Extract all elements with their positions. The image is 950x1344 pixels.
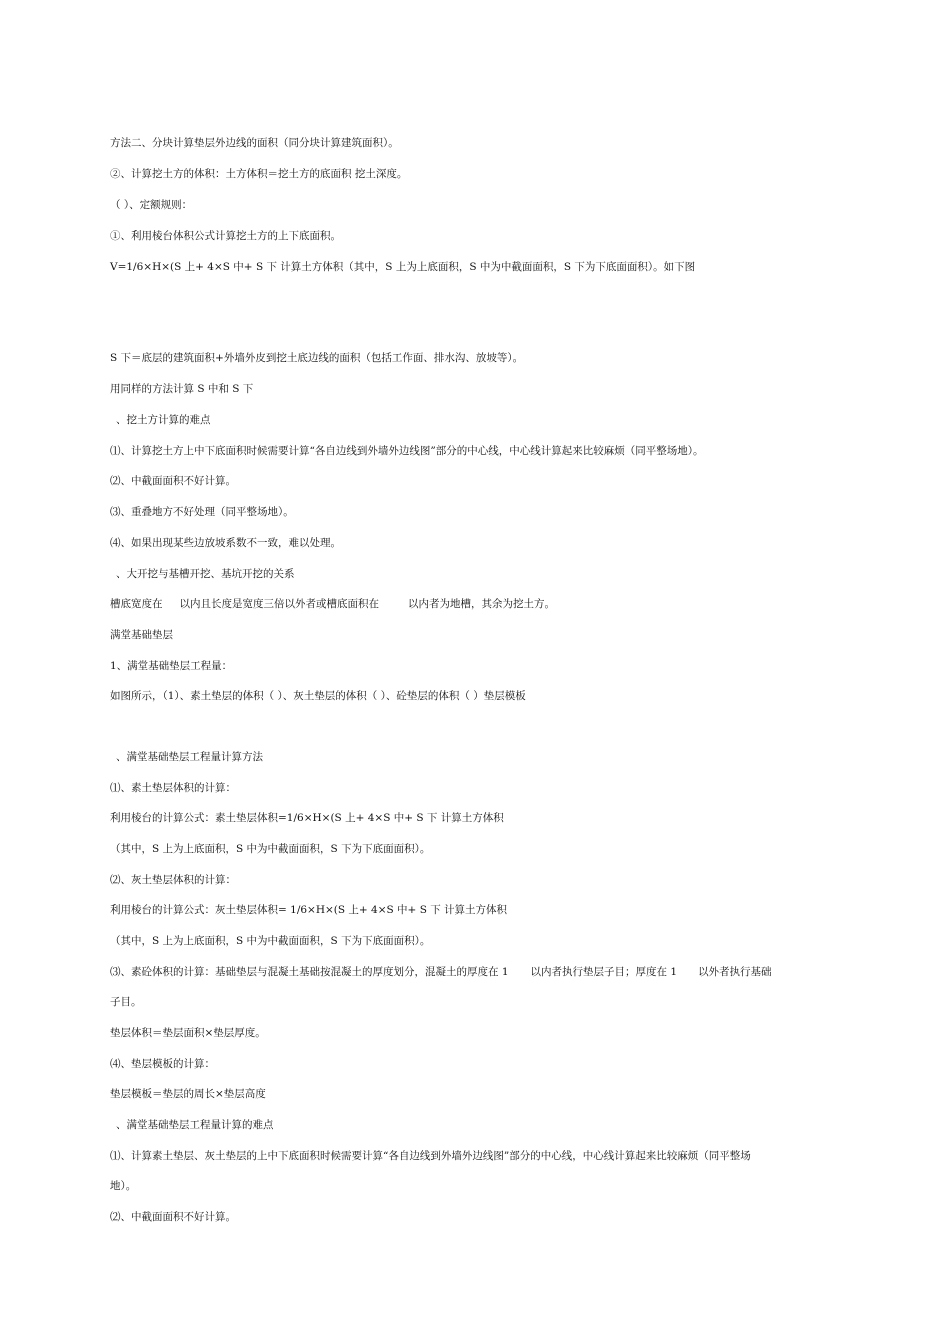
paragraph: 方法二、分块计算垫层外边线的面积（同分块计算建筑面积）。 bbox=[110, 137, 399, 149]
text-fragment: ⑶、素砼体积的计算：基础垫层与混凝土基础按混凝土的厚度划分，混凝土的厚度在 1 bbox=[110, 966, 509, 978]
paragraph: ①、利用棱台体积公式计算挖土方的上下底面积。 bbox=[110, 230, 341, 242]
paragraph bbox=[110, 965, 772, 979]
text-fragment: 槽底宽度在 bbox=[110, 598, 163, 610]
section-heading: 、大开挖与基槽开挖、基坑开挖的关系 bbox=[116, 568, 295, 580]
text-fragment: 以内者为地槽，其余为挖土方。 bbox=[408, 598, 555, 610]
text-fragment: 以内且长度是宽度三倍以外者或槽底面积在 bbox=[179, 598, 379, 610]
paragraph: V=1/6×H×(S 上+ 4×S 中+ S 下 计算土方体积（其中，S 上为上底面积，S 中为中截面面积，S 下为下底面面积）。如下图 bbox=[110, 261, 696, 273]
paragraph: （其中，S 上为上底面积，S 中为中截面面积，S 下为下底面面积）。 bbox=[110, 935, 431, 947]
paragraph: S 下＝底层的建筑面积+外墙外皮到挖土底边线的面积（包括工作面、排水沟、放坡等）。 bbox=[110, 352, 524, 364]
paragraph: ②、计算挖土方的体积：土方体积＝挖土方的底面积 挖土深度。 bbox=[110, 168, 408, 180]
paragraph: ⑴、计算素土垫层、灰土垫层的上中下底面积时候需要计算“各自边线到外墙外边线图”部分的中心线，中心线计算起来比较麻烦（同平整场 bbox=[110, 1150, 751, 1162]
paragraph: 利用棱台的计算公式：素土垫层体积=1/6×H×(S 上+ 4×S 中+ S 下 计算土方体积 bbox=[110, 812, 504, 824]
paragraph: （其中，S 上为上底面积，S 中为中截面面积，S 下为下底面面积）。 bbox=[110, 843, 431, 855]
paragraph: （ ）、定额规则： bbox=[110, 199, 193, 211]
paragraph: 子目。 bbox=[110, 996, 142, 1008]
paragraph bbox=[110, 597, 555, 611]
text-fragment: 以外者执行基础 bbox=[698, 966, 772, 978]
paragraph: 利用棱台的计算公式：灰土垫层体积= 1/6×H×(S 上+ 4×S 中+ S 下 计算土方体积 bbox=[110, 904, 508, 916]
paragraph: ⑷、垫层模板的计算： bbox=[110, 1058, 215, 1070]
section-heading: 、满堂基础垫层工程量计算方法 bbox=[116, 751, 263, 763]
paragraph: ⑵、中截面面积不好计算。 bbox=[110, 475, 236, 487]
paragraph: 垫层模板＝垫层的周长×垫层高度 bbox=[110, 1088, 266, 1100]
paragraph: ⑶、重叠地方不好处理（同平整场地）。 bbox=[110, 506, 294, 518]
text-fragment: 以内者执行垫层子目；厚度在 1 bbox=[530, 966, 678, 978]
paragraph: 1、满堂基础垫层工程量： bbox=[110, 660, 233, 672]
section-heading: 满堂基础垫层 bbox=[110, 629, 173, 641]
paragraph: ⑵、中截面面积不好计算。 bbox=[110, 1211, 236, 1223]
section-heading: 、挖土方计算的难点 bbox=[116, 414, 211, 426]
paragraph: 用同样的方法计算 S 中和 S 下 bbox=[110, 383, 254, 395]
paragraph: ⑴、素土垫层体积的计算： bbox=[110, 782, 236, 794]
paragraph: 地）。 bbox=[110, 1180, 137, 1192]
section-heading: 、满堂基础垫层工程量计算的难点 bbox=[116, 1119, 274, 1131]
paragraph: 如图所示，（1）、素土垫层的体积（ ）、灰土垫层的体积（ ）、砼垫层的体积（ ）垫层模板 bbox=[110, 690, 526, 702]
paragraph: 垫层体积＝垫层面积×垫层厚度。 bbox=[110, 1027, 266, 1039]
paragraph: ⑵、灰土垫层体积的计算： bbox=[110, 874, 236, 886]
paragraph: ⑷、如果出现某些边放坡系数不一致，难以处理。 bbox=[110, 537, 341, 549]
paragraph: ⑴、计算挖土方上中下底面积时候需要计算“各自边线到外墙外边线图”部分的中心线，中心线计算起来比较麻烦（同平整场地）。 bbox=[110, 445, 704, 457]
